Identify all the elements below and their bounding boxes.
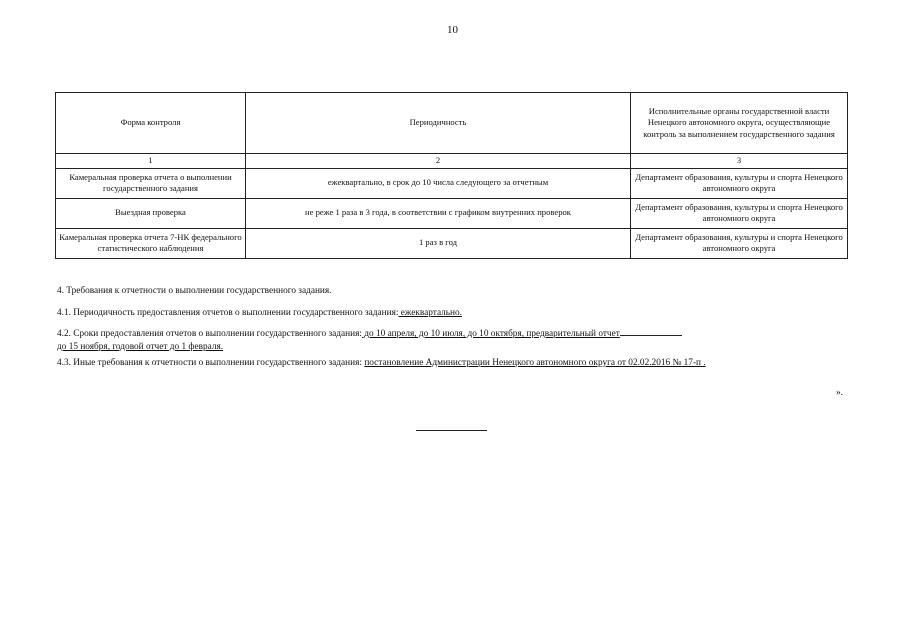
separator-line [416,430,487,431]
header-executive-bodies: Исполнительные органы государственной власти Ненецкого автономного округа, осуществляющие контроль за выполнением государственного задания [631,93,848,154]
header-form-of-control: Форма контроля [56,93,246,154]
table-cell: не реже 1 раза в 3 года, в соответствии с графиком внутренних проверок [246,198,631,228]
item-4-2-label: 4.2. Сроки предоставления отчетов о выполнении государственного задания: [57,329,362,339]
header-periodicity: Периодичность [246,93,631,154]
table-row [56,228,848,258]
table-header-row [56,93,848,154]
item-4-1-label: 4.1. Периодичность предоставления отчетов о выполнении государственного задания: [57,308,399,318]
item-4-3 [57,357,849,370]
table-cell: Департамент образования, культуры и спорта Ненецкого автономного округа [631,228,848,258]
closing-quote: ». [836,388,843,398]
table-cell: Департамент образования, культуры и спорта Ненецкого автономного округа [631,168,848,198]
table-cell: Департамент образования, культуры и спорта Ненецкого автономного округа [631,198,848,228]
table-cell: Камеральная проверка отчета о выполнении государственного задания [56,168,246,198]
table-column-numbers-row [56,154,848,169]
item-4-1 [57,307,849,320]
control-table [55,92,848,259]
column-number: 1 [56,154,246,169]
table-cell: ежеквартально, в срок до 10 числа следующего за отчетным [246,168,631,198]
table-row [56,198,848,228]
table-cell: 1 раз в год [246,228,631,258]
item-4-2 [57,326,849,354]
item-4-2-value-continued: до 15 ноября, годовой отчет до 1 февраля. [57,342,224,352]
item-4-3-label: 4.3. Иные требования к отчетности о выполнении государственного задания: [57,358,362,368]
item-4-3-value: постановление Администрации Ненецкого автономного округа от 02.02.2016 № 17-п . [364,358,706,368]
item-4-1-value: ежеквартально. [398,308,462,318]
section-4-title: 4. Требования к отчетности о выполнении государственного задания. [57,286,332,296]
blank-fill-line [620,326,682,336]
table-row [56,168,848,198]
table-cell: Выездная проверка [56,198,246,228]
page-number: 10 [447,24,458,36]
item-4-2-value: до 10 апреля, до 10 июля, до 10 октября, предварительный отчет [361,329,620,339]
table-cell: Камеральная проверка отчета 7-НК федерального статистического наблюдения [56,228,246,258]
column-number: 2 [246,154,631,169]
column-number: 3 [631,154,848,169]
